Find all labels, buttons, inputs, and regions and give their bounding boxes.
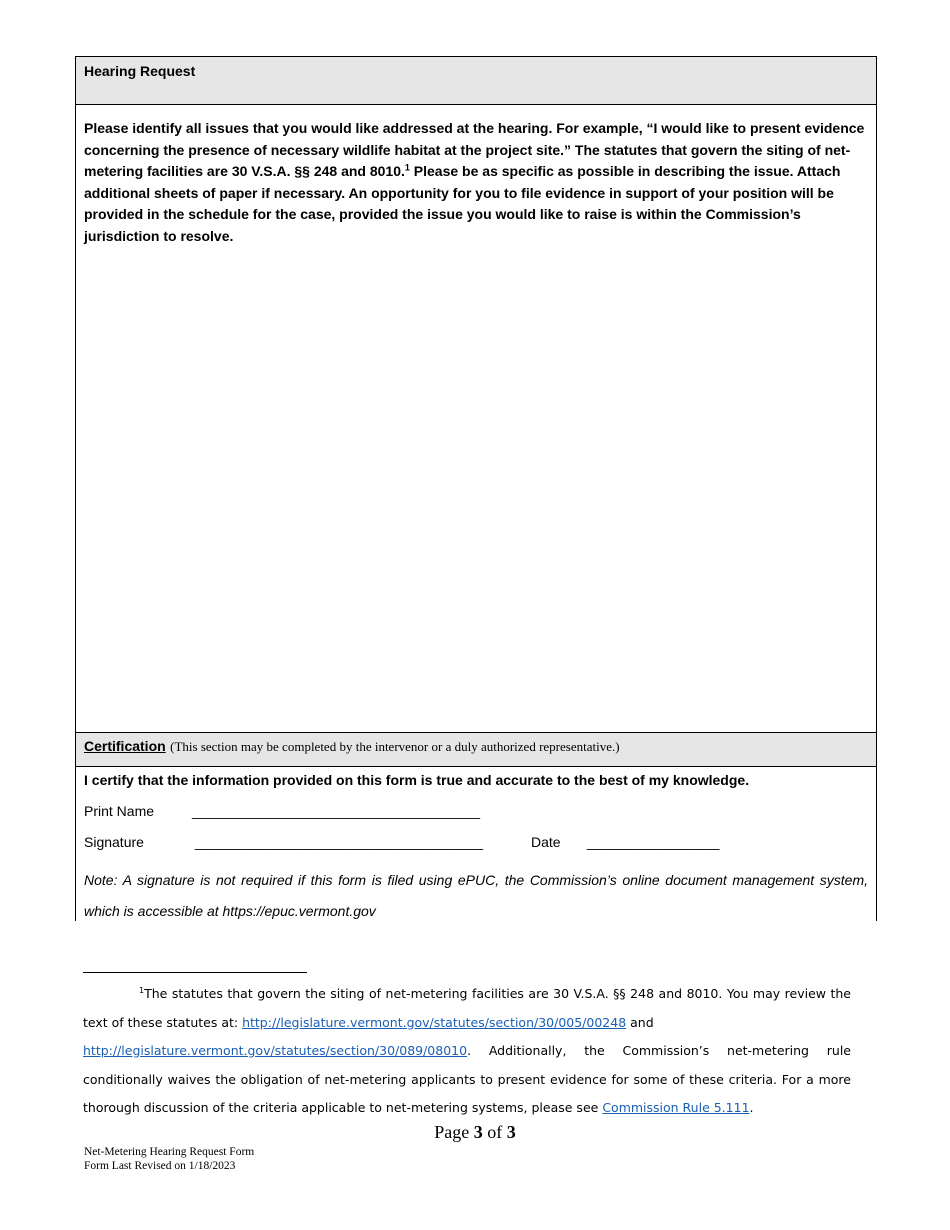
signature-row <box>84 834 868 865</box>
certification-statement: I certify that the information provided on this form is true and accurate to the best of my knowledge. <box>84 772 750 788</box>
instructions-text-2: Please be as specific as possible in describing the issue. Attach additional sheets of paper if necessary. An opportunity for you to file evidence in support of your position will be provided in the schedule for the case, provided the issue you would like to raise is within the Commission’s jurisdiction to resolve. <box>84 163 841 244</box>
hearing-request-title: Hearing Request <box>84 63 196 79</box>
footnote-reference[interactable]: 1 <box>404 162 410 173</box>
certification-header <box>76 733 876 767</box>
current-page: 3 <box>473 1122 483 1142</box>
hearing-request-header <box>76 57 876 105</box>
footnote-separator <box>83 972 307 973</box>
footnote-text-4: . <box>749 1100 754 1115</box>
signature-note: Note: A signature is not required if this form is filed using ePUC, the Commission’s online document management system, which is accessible at https://epuc.vermont.gov <box>84 872 868 919</box>
hearing-request-instructions[interactable] <box>76 105 876 733</box>
print-name-field[interactable]: _____________________________________ <box>192 803 481 819</box>
total-pages: 3 <box>506 1122 516 1142</box>
statute-248-link[interactable]: http://legislature.vermont.gov/statutes/section/30/005/00248 <box>242 1014 627 1030</box>
signature-label: Signature <box>84 834 144 850</box>
date-field[interactable]: _________________ <box>587 834 720 850</box>
form-revision-date: Form Last Revised on 1/18/2023 <box>84 1160 236 1172</box>
footnote-text-2: and <box>626 1014 654 1030</box>
footnote-text-3: . Additionally, the Commission’s net-metering rule conditionally waives the obligation of net-metering applicants to present evidence for some of these criteria. For a more thorough discussion of the criteria applicable to net-metering systems, please see <box>83 1043 851 1115</box>
statute-8010-link[interactable]: http://legislature.vermont.gov/statutes/section/30/089/08010 <box>83 1043 468 1058</box>
footnote-text-1: The statutes that govern the siting of net-metering facilities are 30 V.S.A. §§ 248 and 8010. You may review the text of these statutes at: <box>83 986 851 1030</box>
signature-field[interactable]: _____________________________________ <box>195 834 484 850</box>
print-name-label: Print Name <box>84 803 155 819</box>
hearing-request-form <box>75 56 877 921</box>
certification-title: Certification <box>84 738 166 754</box>
certification-subtitle: (This section may be completed by the intervenor or a duly authorized representative.) <box>170 739 620 754</box>
print-name-row <box>84 803 868 834</box>
footnote <box>83 980 851 1123</box>
form-name: Net-Metering Hearing Request Form <box>84 1146 255 1158</box>
date-label: Date <box>531 834 561 850</box>
instructions-text-1: Please identify all issues that you would like addressed at the hearing. For example, “I would like to present evidence concerning the presence of necessary wildlife habitat at the project site.” The statutes that govern the siting of net-metering facilities are 30 V.S.A. §§ 248 and 8010. <box>84 120 865 179</box>
page-number: Page 3 of 3 <box>434 1122 516 1142</box>
footnote-number: 1 <box>139 985 145 995</box>
certification-body <box>76 767 876 921</box>
commission-rule-link[interactable]: Commission Rule 5.111 <box>602 1100 750 1115</box>
document-footer <box>84 1145 254 1173</box>
